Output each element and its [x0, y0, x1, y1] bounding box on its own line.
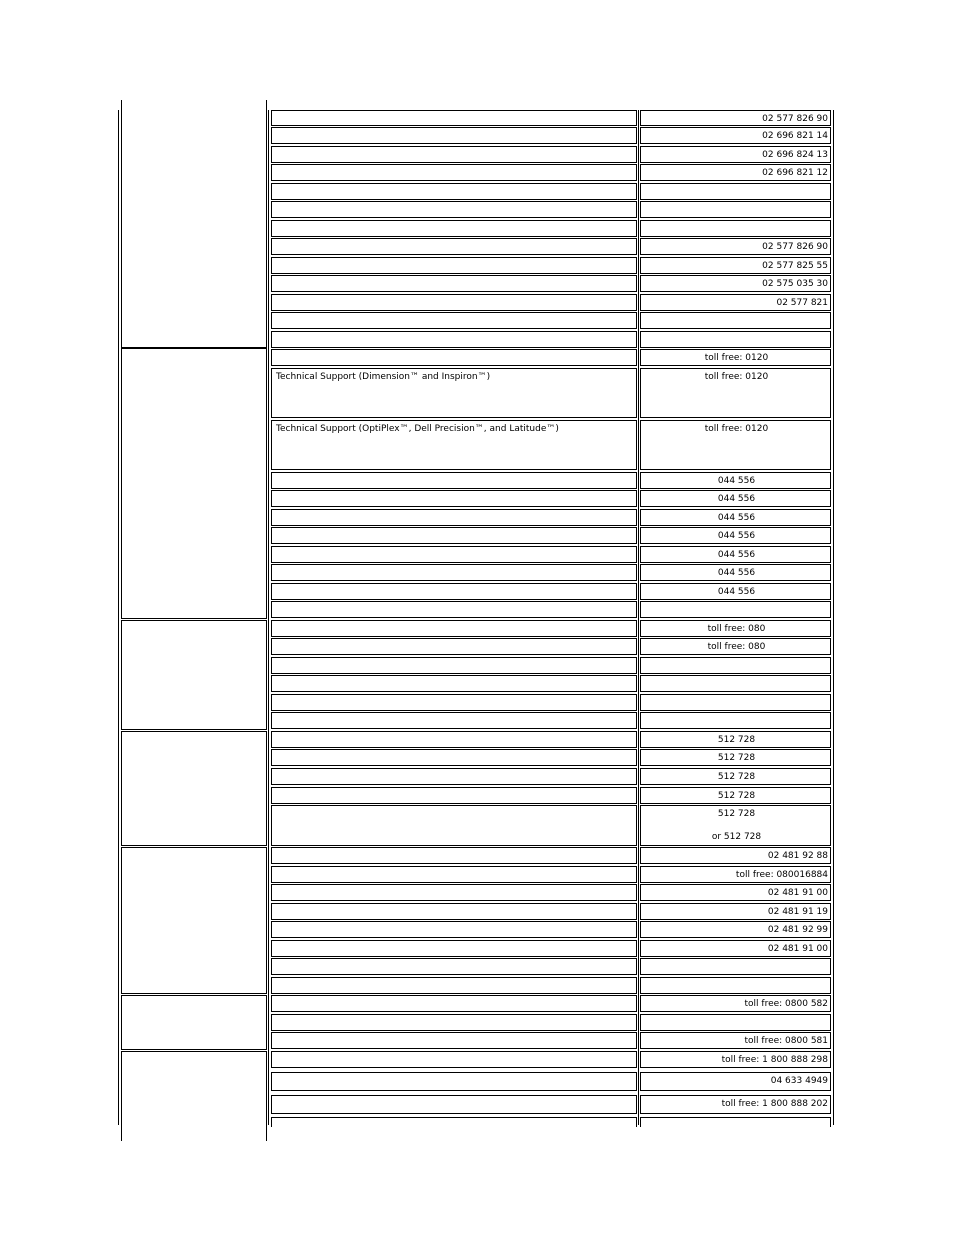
service-description-cell: [271, 958, 637, 975]
service-description-cell: [271, 884, 637, 901]
phone-number: 02 481 91 00: [767, 888, 828, 898]
service-description-cell: [271, 1032, 637, 1049]
phone-number: toll free: 080: [707, 624, 766, 634]
phone-number-cell: [640, 977, 831, 994]
phone-number-cell: [640, 731, 831, 748]
phone-number-cell: [640, 712, 831, 729]
phone-number-cell: [640, 238, 831, 255]
phone-number-cell: [640, 657, 831, 674]
phone-number: toll free: 0120: [704, 424, 769, 434]
phone-number: 02 481 91 19: [767, 907, 828, 917]
phone-number-cell: [640, 694, 831, 711]
phone-number: 044 556: [717, 531, 756, 541]
service-description-cell: [271, 694, 637, 711]
country-cell: [121, 995, 267, 1050]
phone-number: 02 696 821 14: [762, 131, 828, 141]
phone-number-cell: [640, 903, 831, 920]
service-description-cell: [271, 866, 637, 883]
phone-number: 02 696 824 13: [762, 150, 828, 160]
service-description-cell: [271, 731, 637, 748]
phone-number-cell: [640, 183, 831, 200]
service-description-cell: [271, 368, 637, 418]
phone-number-cell: [640, 995, 831, 1012]
phone-number-cell: [640, 257, 831, 274]
service-description-cell: [271, 1051, 637, 1068]
service-description-cell: [271, 749, 637, 766]
phone-number-cell: [640, 331, 831, 348]
phone-number-cell: [640, 201, 831, 218]
phone-number-cell: [640, 564, 831, 581]
service-description-cell: [271, 420, 637, 470]
phone-number: 044 556: [717, 494, 756, 504]
service-description-cell: [271, 638, 637, 655]
service-description-cell: [271, 601, 637, 618]
phone-number-cell: [640, 127, 831, 144]
phone-number: 02 577 825 55: [762, 261, 828, 271]
phone-number: 02 696 821 12: [762, 168, 828, 178]
phone-number-cell: [640, 146, 831, 163]
phone-number: 044 556: [717, 476, 756, 486]
service-description-cell: [271, 1014, 637, 1031]
service-description-cell: [271, 940, 637, 957]
service-description-cell: [271, 1117, 637, 1127]
phone-number-cell: [640, 472, 831, 489]
phone-number-cell: [640, 620, 831, 637]
phone-number: or 512 728: [711, 832, 762, 842]
phone-number-cell: [640, 349, 831, 366]
phone-number: 044 556: [717, 550, 756, 560]
phone-number: toll free: 0120: [704, 372, 769, 382]
phone-number-cell: [640, 509, 831, 526]
service-description-cell: [271, 294, 637, 311]
phone-number-cell: [640, 638, 831, 655]
service-description-cell: [271, 238, 637, 255]
service-description-cell: [271, 472, 637, 489]
phone-number-cell: [640, 490, 831, 507]
phone-number: 512 728: [717, 753, 756, 763]
service-description-cell: [271, 805, 637, 846]
phone-number-cell: [640, 1095, 831, 1114]
service-description-cell: [271, 257, 637, 274]
phone-number-cell: [640, 420, 831, 470]
service-description-cell: [271, 712, 637, 729]
service-description-cell: [271, 847, 637, 864]
table-border: [268, 110, 269, 1125]
phone-number: 512 728: [717, 772, 756, 782]
phone-number-cell: [640, 164, 831, 181]
phone-number: toll free: 0120: [704, 353, 769, 363]
country-cell: [121, 348, 267, 619]
phone-number: toll free: 0800 581: [744, 1036, 828, 1046]
service-description: Technical Support (Dimension™ and Inspiron™): [276, 372, 491, 382]
service-description-cell: [271, 768, 637, 785]
phone-number: 512 728: [717, 809, 756, 819]
service-description-cell: [271, 201, 637, 218]
service-description-cell: [271, 675, 637, 692]
service-description-cell: [271, 146, 637, 163]
phone-number-cell: [640, 312, 831, 329]
phone-number-cell: [640, 940, 831, 957]
service-description-cell: [271, 1072, 637, 1091]
service-description-cell: [271, 490, 637, 507]
phone-number: toll free: 1 800 888 298: [721, 1055, 828, 1065]
service-description: Technical Support (OptiPlex™, Dell Precision™, and Latitude™): [276, 424, 559, 434]
service-description-cell: [271, 509, 637, 526]
phone-number-cell: [640, 546, 831, 563]
phone-number-cell: [640, 921, 831, 938]
service-description-cell: [271, 220, 637, 237]
table-border: [638, 110, 639, 1125]
service-description-cell: [271, 275, 637, 292]
service-description-cell: [271, 527, 637, 544]
service-description-cell: [271, 903, 637, 920]
phone-number: toll free: 080: [707, 642, 766, 652]
phone-number-cell: [640, 749, 831, 766]
phone-number: 512 728: [717, 791, 756, 801]
phone-number-cell: [640, 1051, 831, 1068]
phone-number-cell: [640, 1032, 831, 1049]
phone-number: toll free: 1 800 888 202: [721, 1099, 828, 1109]
country-cell: [121, 100, 267, 348]
service-description-cell: [271, 657, 637, 674]
phone-number-cell: [640, 1117, 831, 1127]
phone-number: 02 577 826 90: [762, 242, 828, 252]
phone-number-cell: [640, 1072, 831, 1091]
phone-number: toll free: 0800 582: [744, 999, 828, 1009]
phone-number: 02 575 035 30: [762, 279, 828, 289]
phone-number: 044 556: [717, 568, 756, 578]
phone-number-cell: [640, 884, 831, 901]
phone-number-cell: [640, 805, 831, 846]
phone-number: 02 481 91 00: [767, 944, 828, 954]
table-border: [833, 110, 834, 1125]
service-description-cell: [271, 995, 637, 1012]
phone-number-cell: [640, 866, 831, 883]
phone-number-cell: [640, 601, 831, 618]
service-description-cell: [271, 921, 637, 938]
phone-number: 02 481 92 99: [767, 925, 828, 935]
phone-number-cell: [640, 768, 831, 785]
service-description-cell: [271, 331, 637, 348]
service-description-cell: [271, 164, 637, 181]
country-cell: [121, 731, 267, 846]
phone-number: 044 556: [717, 513, 756, 523]
phone-number-cell: [640, 275, 831, 292]
phone-number-cell: [640, 787, 831, 804]
service-description-cell: [271, 1095, 637, 1114]
service-description-cell: [271, 620, 637, 637]
phone-number-cell: [640, 294, 831, 311]
service-description-cell: [271, 127, 637, 144]
phone-number: 02 577 826 90: [762, 114, 828, 124]
service-description-cell: [271, 349, 637, 366]
service-description-cell: [271, 110, 637, 126]
phone-number-cell: [640, 583, 831, 600]
country-cell: [121, 620, 267, 730]
country-cell: [121, 847, 267, 994]
phone-number: 02 577 821: [776, 298, 828, 308]
service-description-cell: [271, 583, 637, 600]
phone-number-cell: [640, 675, 831, 692]
phone-number-cell: [640, 1014, 831, 1031]
phone-number-cell: [640, 110, 831, 126]
service-description-cell: [271, 312, 637, 329]
phone-number: toll free: 080016884: [735, 870, 828, 880]
phone-number-cell: [640, 220, 831, 237]
phone-number: 04 633 4949: [770, 1076, 828, 1086]
service-description-cell: [271, 564, 637, 581]
country-cell: [121, 1051, 267, 1141]
phone-number-cell: [640, 527, 831, 544]
service-description-cell: [271, 546, 637, 563]
service-description-cell: [271, 787, 637, 804]
phone-number-cell: [640, 847, 831, 864]
service-description-cell: [271, 183, 637, 200]
service-description-cell: [271, 977, 637, 994]
phone-number: 044 556: [717, 587, 756, 597]
phone-number: 02 481 92 88: [767, 851, 828, 861]
phone-number: 512 728: [717, 735, 756, 745]
phone-number-cell: [640, 368, 831, 418]
table-border: [118, 110, 119, 1125]
phone-number-cell: [640, 958, 831, 975]
